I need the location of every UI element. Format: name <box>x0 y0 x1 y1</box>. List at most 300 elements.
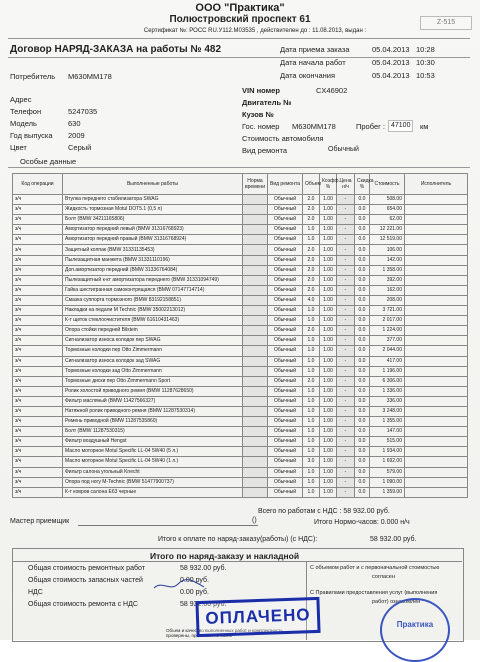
table-row <box>13 285 468 295</box>
cell-volume: 1.0 <box>303 487 320 497</box>
cell-code: з/ч <box>13 396 63 406</box>
cell-work: Смазка суппорта тормозного (BMW 83192158851) <box>63 295 243 305</box>
cell-work: Тормозные колодки пер Otto Zimmermann <box>63 346 243 356</box>
cell-type: Обычный <box>268 487 303 497</box>
cell-price: - <box>337 356 355 366</box>
cell-executor <box>405 306 468 316</box>
cell-cost: 579.00 <box>370 467 405 477</box>
cell-norm <box>243 487 268 497</box>
cell-discount: 0.0 <box>355 316 370 326</box>
cell-executor <box>405 195 468 205</box>
cell-work: Масло моторное Motul Specific LL-04 5W40 (1 л.) <box>63 457 243 467</box>
cell-cost: 508.00 <box>370 195 405 205</box>
cell-cost: 106.00 <box>370 245 405 255</box>
summary-parts-label: Общая стоимость запасных частей <box>28 577 143 584</box>
cell-discount: 0.0 <box>355 205 370 215</box>
cell-type: Обычный <box>268 437 303 447</box>
cell-volume: 1.0 <box>303 306 320 316</box>
cell-volume: 1.0 <box>303 427 320 437</box>
cell-work: Опора стойки передней Bilstein <box>63 326 243 336</box>
cell-executor <box>405 235 468 245</box>
cell-price: - <box>337 336 355 346</box>
cell-code: з/ч <box>13 437 63 447</box>
cell-price: - <box>337 457 355 467</box>
summary-title: Итого по наряд-заказу и накладной <box>150 551 300 561</box>
cell-discount: 0.0 <box>355 195 370 205</box>
cell-code: з/ч <box>13 205 63 215</box>
cell-norm <box>243 195 268 205</box>
cell-volume: 2.0 <box>303 255 320 265</box>
cell-work: Тормозные диски пер Otto Zimmermann Sport <box>63 376 243 386</box>
cell-cost: 417.00 <box>370 356 405 366</box>
cell-work: Ролик холостой приводного ремня (BMW 11287628650) <box>63 386 243 396</box>
vin-value: CX46902 <box>316 86 348 95</box>
cell-work: К-т ковров салона E63 черные <box>63 487 243 497</box>
cell-coef: 1.00 <box>320 477 337 487</box>
cell-coef: 1.00 <box>320 195 337 205</box>
cell-discount: 0.0 <box>355 366 370 376</box>
cell-executor <box>405 316 468 326</box>
cell-discount: 0.0 <box>355 427 370 437</box>
cell-price: - <box>337 255 355 265</box>
summary-works-label: Общая стоимость ремонтных работ <box>28 565 145 572</box>
cell-code: з/ч <box>13 326 63 336</box>
cell-coef: 1.00 <box>320 205 337 215</box>
cell-executor <box>405 275 468 285</box>
note-quality: Объем и качество выполненных работ и комплектность проверены, претензий не имею <box>166 628 283 638</box>
cell-executor <box>405 336 468 346</box>
cell-type: Обычный <box>268 427 303 437</box>
table-row <box>13 265 468 275</box>
cell-code: з/ч <box>13 427 63 437</box>
date-end-time: 10:53 <box>416 71 435 80</box>
cell-cost: 1 692.00 <box>370 457 405 467</box>
table-row <box>13 406 468 416</box>
cell-executor <box>405 205 468 215</box>
cell-volume: 2.0 <box>303 195 320 205</box>
table-row <box>13 386 468 396</box>
table-row <box>13 235 468 245</box>
cell-cost: 377.00 <box>370 336 405 346</box>
model-value: 630 <box>68 119 81 128</box>
cell-discount: 0.0 <box>355 376 370 386</box>
header-divider <box>8 38 470 39</box>
plate-label: Гос. номер <box>242 122 280 131</box>
body-label: Кузов № <box>242 110 274 119</box>
cell-coef: 1.00 <box>320 215 337 225</box>
cell-executor <box>405 447 468 457</box>
cell-price: - <box>337 195 355 205</box>
cell-price: - <box>337 447 355 457</box>
total-parts: Всего по работам с НДС : 58 932.00 руб. <box>258 508 390 515</box>
cell-norm <box>243 386 268 396</box>
table-row <box>13 225 468 235</box>
cell-volume: 4.0 <box>303 295 320 305</box>
cell-price: - <box>337 275 355 285</box>
cell-coef: 1.00 <box>320 457 337 467</box>
cell-discount: 0.0 <box>355 396 370 406</box>
cell-work: Фильтр воздушный Hengst <box>63 437 243 447</box>
table-header-row <box>13 174 468 195</box>
cell-cost: 1 090.00 <box>370 477 405 487</box>
cell-price: - <box>337 205 355 215</box>
cell-discount: 0.0 <box>355 265 370 275</box>
customer-value: М630ММ178 <box>68 72 112 81</box>
cell-executor <box>405 386 468 396</box>
cell-norm <box>243 477 268 487</box>
color-value: Серый <box>68 143 92 152</box>
cell-executor <box>405 326 468 336</box>
cell-cost: 147.00 <box>370 427 405 437</box>
table-row <box>13 437 468 447</box>
col-cost: Стоимость <box>370 174 405 195</box>
repair-type-value: Обычный <box>328 146 359 153</box>
table-row <box>13 417 468 427</box>
cell-code: з/ч <box>13 295 63 305</box>
cell-work: Амортизатор передний левый (BMW 31316768923) <box>63 225 243 235</box>
cell-code: з/ч <box>13 487 63 497</box>
cell-coef: 1.00 <box>320 386 337 396</box>
mileage-value: 47100 <box>388 120 413 132</box>
cell-type: Обычный <box>268 467 303 477</box>
cell-norm <box>243 326 268 336</box>
cell-code: з/ч <box>13 447 63 457</box>
cell-cost: 392.00 <box>370 275 405 285</box>
cell-norm <box>243 417 268 427</box>
cell-price: - <box>337 406 355 416</box>
cell-norm <box>243 235 268 245</box>
cell-discount: 0.0 <box>355 306 370 316</box>
cell-price: - <box>337 366 355 376</box>
summary-works-value: 58 932.00 руб. <box>180 565 227 572</box>
master-label: Мастер приемщик <box>10 518 70 525</box>
table-row <box>13 477 468 487</box>
cell-cost: 142.00 <box>370 255 405 265</box>
cell-price: - <box>337 215 355 225</box>
cell-price: - <box>337 427 355 437</box>
cell-type: Обычный <box>268 336 303 346</box>
cell-type: Обычный <box>268 235 303 245</box>
cell-type: Обычный <box>268 316 303 326</box>
cell-volume: 1.0 <box>303 356 320 366</box>
phone-value: 5247035 <box>68 107 98 116</box>
cell-work: Болт (BMW 11287530315) <box>63 427 243 437</box>
table-row <box>13 356 468 366</box>
cell-type: Обычный <box>268 406 303 416</box>
cell-norm <box>243 346 268 356</box>
cell-volume: 1.0 <box>303 437 320 447</box>
cell-discount: 0.0 <box>355 386 370 396</box>
cell-discount: 0.0 <box>355 336 370 346</box>
col-discount: Скидка % <box>355 174 370 195</box>
cell-work: Фильтр масляный (BMW 11427566327) <box>63 396 243 406</box>
cell-norm <box>243 376 268 386</box>
cell-work: К-т щеток стеклоочистителя (BMW 61610431463) <box>63 316 243 326</box>
cell-executor <box>405 467 468 477</box>
cell-work: Гайка шестигранная самоконтрящаяся (BMW 07147714714) <box>63 285 243 295</box>
cell-type: Обычный <box>268 295 303 305</box>
cell-code: з/ч <box>13 306 63 316</box>
cell-price: - <box>337 235 355 245</box>
cell-code: з/ч <box>13 195 63 205</box>
table-row <box>13 336 468 346</box>
cell-executor <box>405 487 468 497</box>
cell-work: Пылезащитный к-кт амортизатора переднего (BMW 31331094749) <box>63 275 243 285</box>
paid-stamp: ОПЛАЧЕНО <box>195 597 320 637</box>
cell-executor <box>405 215 468 225</box>
master-signature-line <box>78 525 258 526</box>
cell-executor <box>405 437 468 447</box>
cell-code: з/ч <box>13 406 63 416</box>
table-row <box>13 366 468 376</box>
cell-discount: 0.0 <box>355 487 370 497</box>
cell-code: з/ч <box>13 285 63 295</box>
table-row <box>13 295 468 305</box>
cell-volume: 1.0 <box>303 235 320 245</box>
cell-coef: 1.00 <box>320 437 337 447</box>
cell-executor <box>405 245 468 255</box>
table-row <box>13 205 468 215</box>
cell-code: з/ч <box>13 215 63 225</box>
cell-volume: 2.0 <box>303 275 320 285</box>
cell-coef: 1.00 <box>320 467 337 477</box>
cell-cost: 6 306.00 <box>370 376 405 386</box>
total-hours: Итого Нормо-часов: 0.000 н/ч <box>314 519 410 526</box>
cell-work: Защитный колпак (BMW 31331135453) <box>63 245 243 255</box>
cell-executor <box>405 406 468 416</box>
cell-discount: 0.0 <box>355 417 370 427</box>
cell-volume: 2.0 <box>303 205 320 215</box>
cell-price: - <box>337 326 355 336</box>
cell-price: - <box>337 386 355 396</box>
cell-code: з/ч <box>13 275 63 285</box>
cell-volume: 1.0 <box>303 225 320 235</box>
table-row <box>13 306 468 316</box>
cell-work: Пылезащитная манжета (BMW 31331110196) <box>63 255 243 265</box>
cell-price: - <box>337 285 355 295</box>
cell-volume: 1.0 <box>303 386 320 396</box>
mileage-label: Пробег : <box>356 122 386 131</box>
cell-cost: 3 721.00 <box>370 306 405 316</box>
cell-norm <box>243 275 268 285</box>
certificate-line: Сертификат №: РОСС RU.У112.М03535 , действителен до : 11.08.2013, выдан : <box>143 28 367 34</box>
master-paren: () <box>252 517 257 524</box>
summary-parts-value: 0.00 руб. <box>180 577 209 584</box>
cell-cost: 1 336.00 <box>370 386 405 396</box>
table-row <box>13 427 468 437</box>
cell-work: Ремень приводной (BMW 11287535860) <box>63 417 243 427</box>
company-seal: Практика <box>380 598 450 662</box>
note-rules-read: работ) ознакомлен <box>372 599 421 605</box>
customer-label: Потребитель <box>10 72 56 81</box>
cell-price: - <box>337 487 355 497</box>
col-type: Вид ремонта <box>268 174 303 195</box>
cell-discount: 0.0 <box>355 235 370 245</box>
col-code: Код операции <box>13 174 63 195</box>
summary-vat-label: НДС <box>28 589 43 596</box>
cell-cost: 162.00 <box>370 285 405 295</box>
cell-price: - <box>337 346 355 356</box>
year-value: 2009 <box>68 131 85 140</box>
cell-norm <box>243 295 268 305</box>
cell-discount: 0.0 <box>355 437 370 447</box>
cell-code: з/ч <box>13 356 63 366</box>
date-start-time: 10:30 <box>416 58 435 67</box>
cell-cost: 1 358.00 <box>370 265 405 275</box>
cell-discount: 0.0 <box>355 285 370 295</box>
cell-coef: 1.00 <box>320 417 337 427</box>
table-row <box>13 487 468 497</box>
cell-norm <box>243 316 268 326</box>
cell-norm <box>243 336 268 346</box>
cell-work: Амортизатор передний правый (BMW 31316768924) <box>63 235 243 245</box>
cell-code: з/ч <box>13 235 63 245</box>
cell-discount: 0.0 <box>355 457 370 467</box>
cell-executor <box>405 265 468 275</box>
car-cost-label: Стоимость автомобиля <box>242 134 324 143</box>
col-coef: Коэфф. % <box>320 174 337 195</box>
cell-norm <box>243 406 268 416</box>
table-row <box>13 396 468 406</box>
cell-executor <box>405 417 468 427</box>
cell-type: Обычный <box>268 396 303 406</box>
cell-type: Обычный <box>268 417 303 427</box>
note-rules: С Правилами предоставления услуг (выполнения <box>310 590 438 596</box>
mileage-unit: км <box>420 122 429 131</box>
cell-executor <box>405 396 468 406</box>
cell-executor <box>405 285 468 295</box>
cell-norm <box>243 255 268 265</box>
cell-discount: 0.0 <box>355 295 370 305</box>
cell-code: з/ч <box>13 386 63 396</box>
col-work: Выполненные работы <box>63 174 243 195</box>
cell-discount: 0.0 <box>355 406 370 416</box>
cell-volume: 1.0 <box>303 396 320 406</box>
cell-type: Обычный <box>268 447 303 457</box>
cell-coef: 1.00 <box>320 336 337 346</box>
cell-price: - <box>337 265 355 275</box>
table-row <box>13 215 468 225</box>
date-received-time: 10:28 <box>416 45 435 54</box>
cell-code: з/ч <box>13 225 63 235</box>
cell-discount: 0.0 <box>355 477 370 487</box>
cell-type: Обычный <box>268 215 303 225</box>
cell-norm <box>243 447 268 457</box>
cell-cost: 2 017.00 <box>370 316 405 326</box>
cell-executor <box>405 477 468 487</box>
cell-volume: 1.0 <box>303 477 320 487</box>
cell-executor <box>405 376 468 386</box>
date-start-label: Дата начала работ <box>280 58 346 67</box>
cell-norm <box>243 245 268 255</box>
col-norm: Норма времени <box>243 174 268 195</box>
cell-norm <box>243 427 268 437</box>
vin-label: VIN номер <box>242 86 280 95</box>
cell-discount: 0.0 <box>355 467 370 477</box>
model-label: Модель <box>10 119 37 128</box>
cell-work: Фильтр салона угольный Knecht <box>63 467 243 477</box>
cell-norm <box>243 225 268 235</box>
cell-coef: 1.00 <box>320 275 337 285</box>
cell-price: - <box>337 437 355 447</box>
cell-executor <box>405 255 468 265</box>
cell-coef: 1.00 <box>320 306 337 316</box>
cell-cost: 1 224.00 <box>370 326 405 336</box>
cell-work: Сигнализатор износа колодок зад SWAG <box>63 356 243 366</box>
date-end-label: Дата окончания <box>280 71 336 80</box>
cell-discount: 0.0 <box>355 275 370 285</box>
signature-mark <box>152 578 207 592</box>
cell-norm <box>243 205 268 215</box>
cell-work: Тормозные колодки зад Otto Zimmermann <box>63 366 243 376</box>
cell-volume: 1.0 <box>303 316 320 326</box>
cell-code: з/ч <box>13 467 63 477</box>
cell-volume: 2.0 <box>303 376 320 386</box>
cell-coef: 1.00 <box>320 285 337 295</box>
cell-discount: 0.0 <box>355 245 370 255</box>
cell-coef: 1.00 <box>320 427 337 437</box>
cell-volume: 1.0 <box>303 447 320 457</box>
cell-price: - <box>337 376 355 386</box>
table-row <box>13 255 468 265</box>
cell-type: Обычный <box>268 376 303 386</box>
cell-discount: 0.0 <box>355 326 370 336</box>
cell-discount: 0.0 <box>355 255 370 265</box>
cell-volume: 2.0 <box>303 285 320 295</box>
cell-price: - <box>337 417 355 427</box>
cell-coef: 1.00 <box>320 265 337 275</box>
address-label: Адрес <box>10 95 32 104</box>
cell-volume: 1.0 <box>303 336 320 346</box>
cell-volume: 2.0 <box>303 215 320 225</box>
cell-code: з/ч <box>13 316 63 326</box>
note-scope-agree: С объемом работ и с первоначальной стоимостью <box>310 565 440 571</box>
cell-type: Обычный <box>268 195 303 205</box>
cell-code: з/ч <box>13 255 63 265</box>
cell-norm <box>243 366 268 376</box>
cell-price: - <box>337 295 355 305</box>
cell-type: Обычный <box>268 366 303 376</box>
cell-work: Масло моторное Motul Specific LL-04 5W40 (5 л.) <box>63 447 243 457</box>
cell-cost: 1 934.00 <box>370 447 405 457</box>
plate-value: М630ММ178 <box>292 122 336 131</box>
cell-norm <box>243 457 268 467</box>
cell-type: Обычный <box>268 245 303 255</box>
cell-executor <box>405 366 468 376</box>
cell-volume: 1.0 <box>303 406 320 416</box>
cell-norm <box>243 396 268 406</box>
cell-discount: 0.0 <box>355 447 370 457</box>
cell-type: Обычный <box>268 265 303 275</box>
cell-coef: 1.00 <box>320 487 337 497</box>
cell-cost: 654.00 <box>370 205 405 215</box>
cell-volume: 1.0 <box>303 346 320 356</box>
cell-coef: 1.00 <box>320 225 337 235</box>
cell-volume: 1.0 <box>303 417 320 427</box>
cell-volume: 2.0 <box>303 265 320 275</box>
cell-code: з/ч <box>13 336 63 346</box>
cell-code: з/ч <box>13 457 63 467</box>
table-row <box>13 245 468 255</box>
cell-price: - <box>337 396 355 406</box>
cell-discount: 0.0 <box>355 356 370 366</box>
cell-coef: 1.00 <box>320 346 337 356</box>
cell-cost: 515.00 <box>370 437 405 447</box>
cell-executor <box>405 356 468 366</box>
cell-code: з/ч <box>13 245 63 255</box>
cell-coef: 1.00 <box>320 326 337 336</box>
summary-title-divider <box>12 561 462 562</box>
